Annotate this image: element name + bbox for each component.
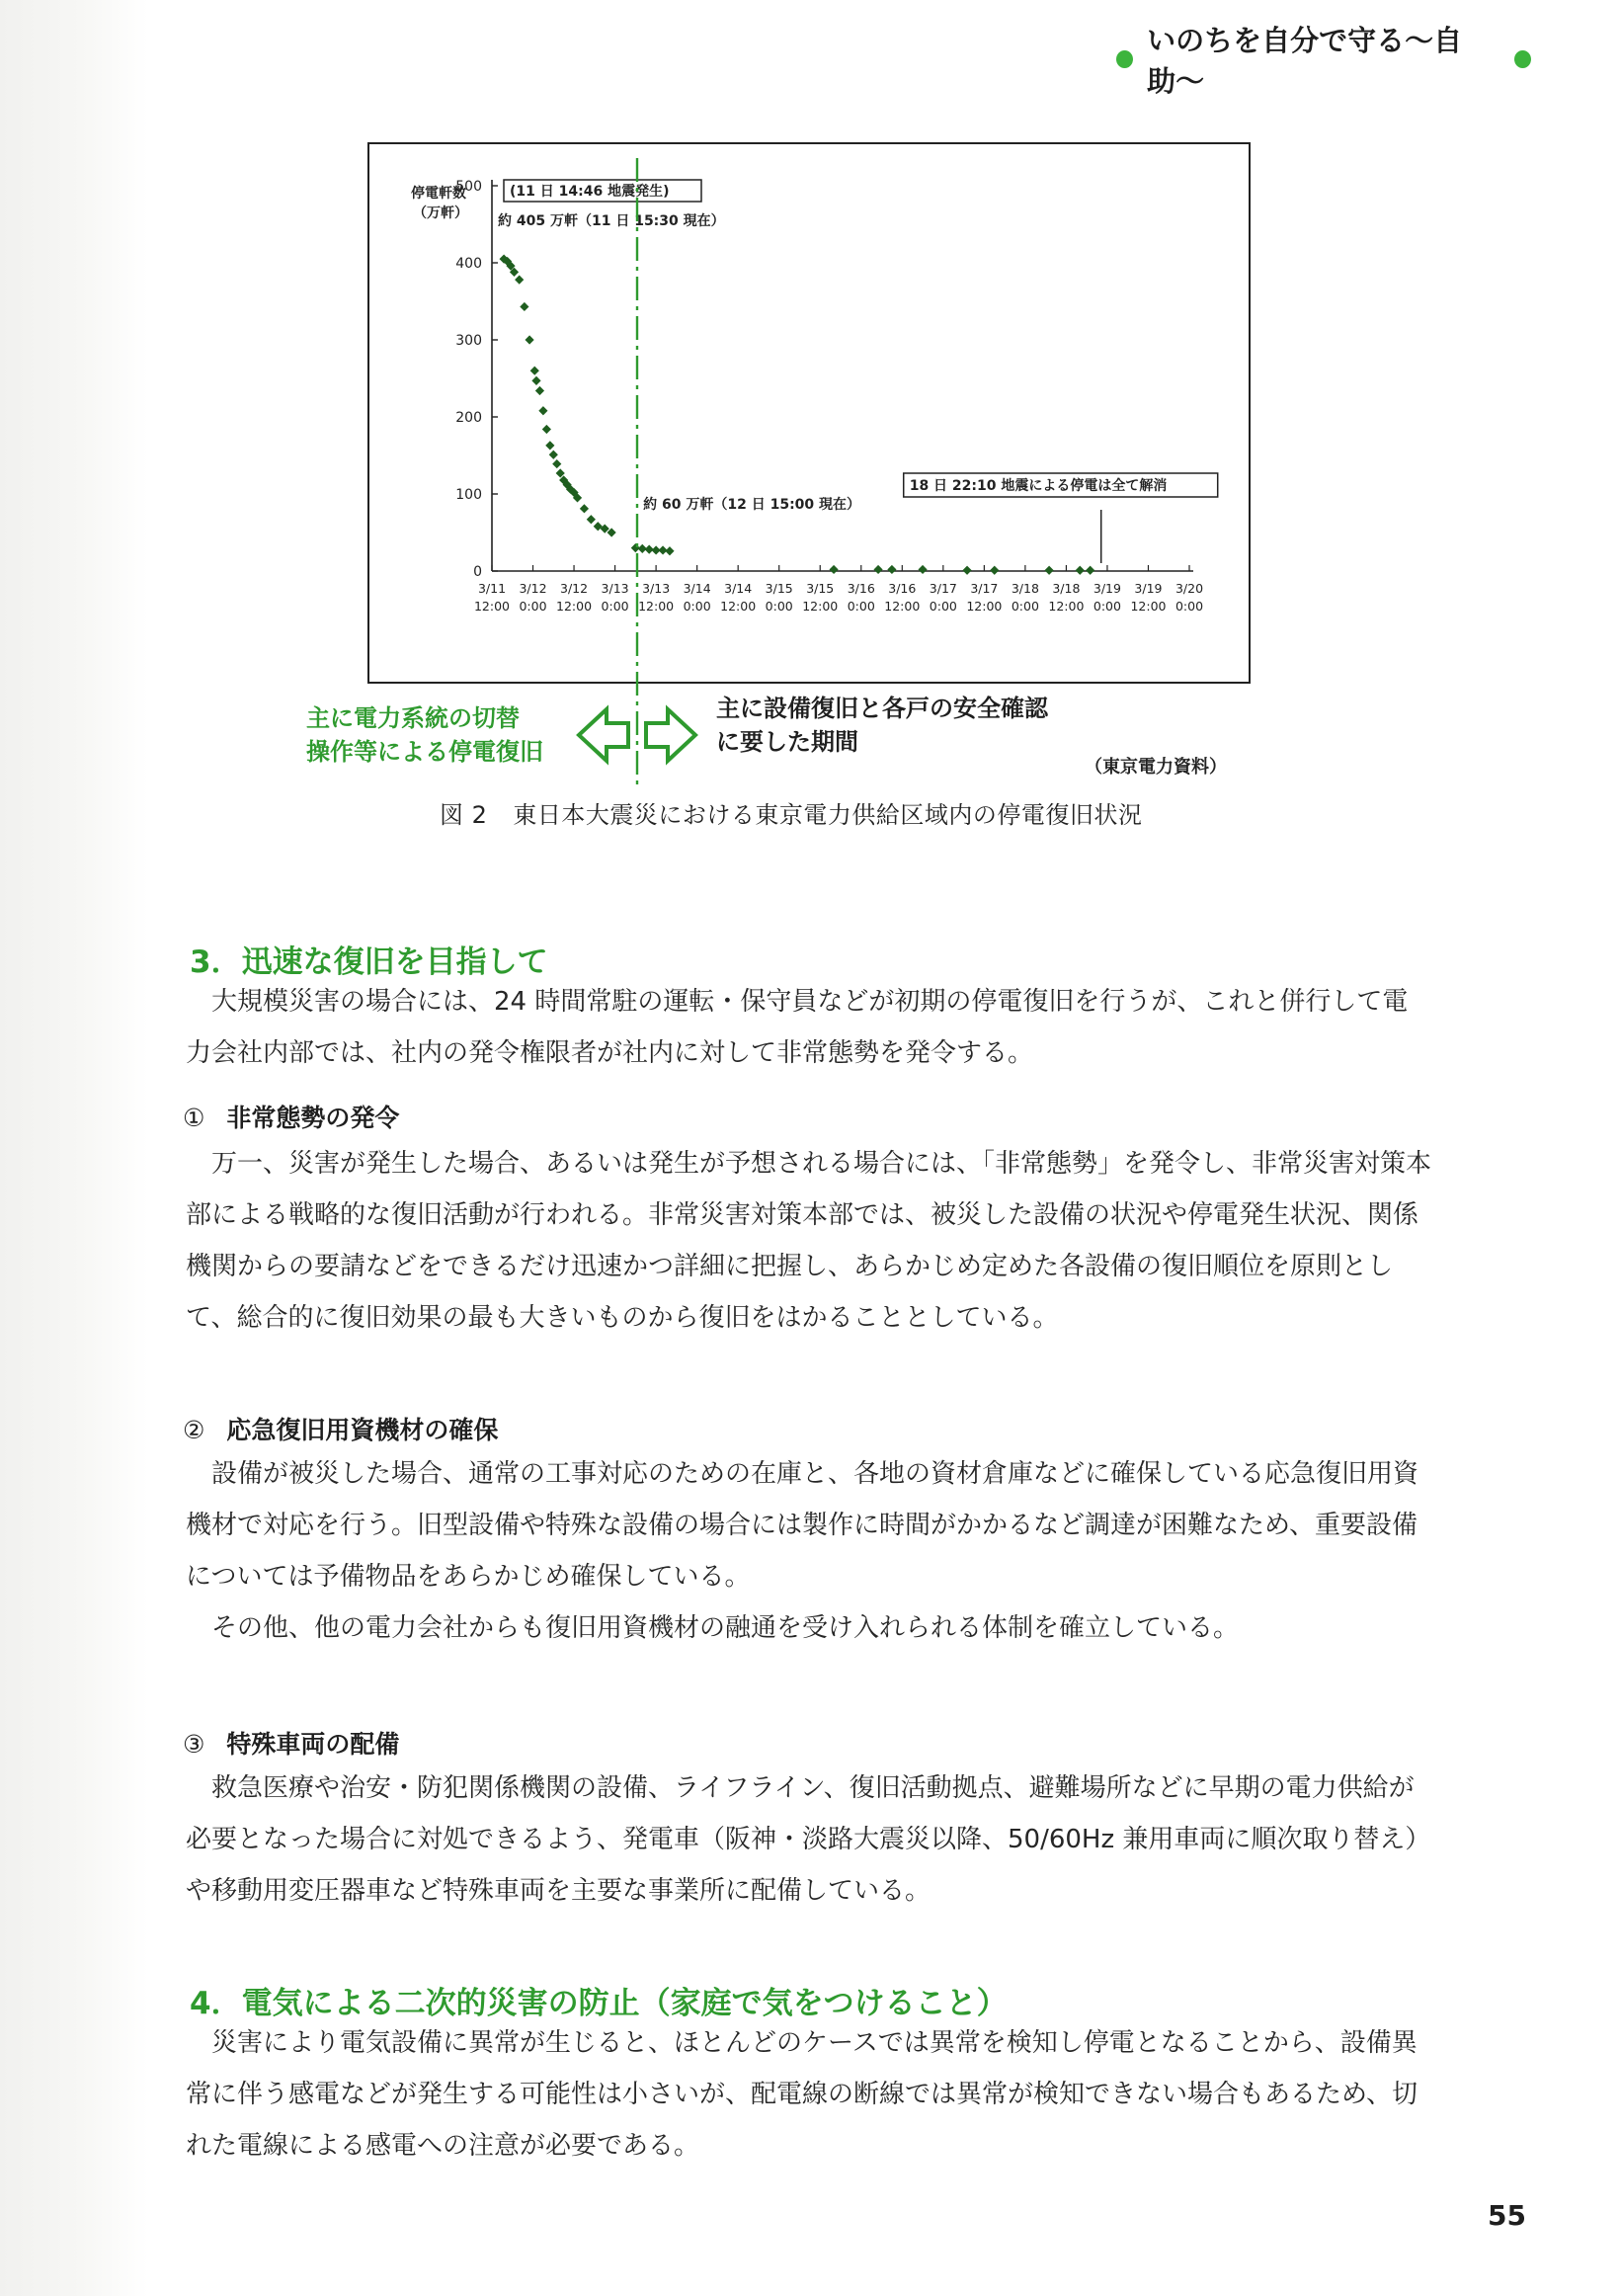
x-tick-label: 0:00 xyxy=(601,599,629,614)
divider-line xyxy=(632,158,642,790)
x-tick-label: 3/14 xyxy=(683,581,711,596)
section-title: 4．電気による二次的災害の防止（家庭で気をつけること） xyxy=(190,1986,1008,2021)
y-axis-label-line: （万軒） xyxy=(413,205,468,221)
subsection-heading xyxy=(183,1099,399,1134)
x-tick-label: 12:00 xyxy=(720,599,757,614)
x-tick-label: 3/12 xyxy=(519,581,547,596)
x-tick-label: 0:00 xyxy=(765,599,793,614)
data-point xyxy=(520,302,528,311)
figure-caption-text: 東日本大震災における東京電力供給区域内の停電復旧状況 xyxy=(513,801,1143,829)
data-point xyxy=(990,566,999,575)
phase-right-line: 主に設備復旧と各戸の安全確認 xyxy=(716,695,1048,722)
x-tick-label: 3/16 xyxy=(888,581,917,596)
data-point xyxy=(962,566,971,575)
x-tick-label: 3/18 xyxy=(1052,581,1081,596)
y-axis-label-line: 停電軒数 xyxy=(411,186,466,202)
y-tick-label: 300 xyxy=(455,333,482,349)
x-tick-label: 3/11 xyxy=(477,581,507,596)
arrow-left-icon xyxy=(579,709,628,761)
phase-right-line: に要した期間 xyxy=(716,728,858,756)
x-tick-label: 12:00 xyxy=(1130,599,1167,614)
x-tick-label: 3/12 xyxy=(560,581,589,596)
data-point xyxy=(549,451,558,459)
x-tick-label: 3/19 xyxy=(1134,581,1163,596)
subsection-marker: ② xyxy=(183,1416,205,1444)
data-point xyxy=(1045,566,1054,575)
data-point xyxy=(829,565,838,574)
paragraph: 救急医療や治安・防犯関係機関の設備、ライフライン、復旧活動拠点、避難場所などに早期の電力供給が必要となった場合に対処できるよう、発電車（阪神・淡路大震災以降、50/60Hz 兼用車両に順次取り替え）や移動用変圧器車など特殊車両を主要な事業所に配備している。 xyxy=(186,1773,1431,1906)
x-tick-label: 3/16 xyxy=(847,581,875,596)
x-tick-label: 12:00 xyxy=(556,599,593,614)
y-tick-label: 100 xyxy=(455,487,482,503)
x-tick-label: 12:00 xyxy=(473,599,511,614)
y-tick-label: 500 xyxy=(455,179,482,195)
phase-left-line: 主に電力系統の切替 xyxy=(306,704,520,732)
x-tick-label: 3/13 xyxy=(642,581,671,596)
x-tick-label: 0:00 xyxy=(683,599,711,614)
x-tick-label: 0:00 xyxy=(1011,599,1039,614)
x-tick-label: 3/13 xyxy=(601,581,629,596)
subsection-heading xyxy=(183,1411,498,1446)
x-tick-label: 3/15 xyxy=(765,581,793,596)
x-tick-label: 3/17 xyxy=(970,581,999,596)
y-tick-label: 200 xyxy=(455,410,482,426)
phase-arrows xyxy=(573,703,701,767)
subsection-title: 非常態勢の発令 xyxy=(226,1104,400,1132)
green-dot-icon xyxy=(1116,50,1133,68)
x-tick-label: 3/15 xyxy=(806,581,835,596)
data-point xyxy=(665,546,674,555)
phase-left-label xyxy=(306,701,543,769)
x-tick-label: 3/14 xyxy=(724,581,753,596)
x-tick-label: 3/17 xyxy=(929,581,957,596)
outage-chart xyxy=(369,144,1249,682)
start-count-label: 約 405 万軒（11 日 15:30 現在） xyxy=(498,213,725,229)
x-tick-label: 0:00 xyxy=(1093,599,1121,614)
data-point xyxy=(918,565,927,574)
mid-count-label: 約 60 万軒（12 日 15:00 現在） xyxy=(643,497,861,514)
data-point xyxy=(887,565,896,574)
figure-number: 図 2 xyxy=(440,801,488,829)
figure-caption xyxy=(440,795,1142,830)
subsection-title: 特殊車両の配備 xyxy=(226,1730,400,1759)
subsection-title: 応急復旧用資機材の確保 xyxy=(226,1416,499,1444)
page-number: 55 xyxy=(1488,2199,1526,2232)
x-tick-label: 3/18 xyxy=(1011,581,1039,596)
data-point xyxy=(531,376,540,385)
paragraph: その他、他の電力会社からも復旧用資機材の融通を受け入れられる体制を確立している。 xyxy=(211,1613,1240,1643)
y-tick-label: 400 xyxy=(455,256,482,272)
section-intro: 災害により電気設備に異常が生じると、ほとんどのケースでは異常を検知し停電となることから、設備異常に伴う感電などが発生する可能性は小さいが、配電線の断線では異常が検知できない場合もあるため、切れた電線による感電への注意が必要である。 xyxy=(186,2028,1418,2161)
phase-left-line: 操作等による停電復旧 xyxy=(306,738,543,766)
paragraph: 万一、災害が発生した場合、あるいは発生が予想される場合には、「非常態勢」を発令し、非常災害対策本部による戦略的な復旧活動が行われる。非常災害対策本部では、被災した設備の状況や停電発生状況、関係機関からの要請などをできるだけ迅速かつ詳細に把握し、あらかじめ定めた各設備の復旧順位を原則として、総合的に復旧効果の最も大きいものから復旧をはかることとしている。 xyxy=(186,1149,1432,1333)
section-intro: 大規模災害の場合には、24 時間常駐の運転・保守員などが初期の停電復旧を行うが、これと併行して電力会社内部では、社内の発令権限者が社内に対して非常態勢を発令する。 xyxy=(186,987,1409,1068)
x-tick-label: 0:00 xyxy=(519,599,547,614)
green-dot-icon xyxy=(1514,50,1531,68)
running-head xyxy=(1116,24,1531,98)
data-point xyxy=(542,425,551,434)
running-head-text: いのちを自分で守る〜自助〜 xyxy=(1147,24,1463,98)
data-point xyxy=(515,276,524,285)
x-tick-label: 12:00 xyxy=(1048,599,1085,614)
x-tick-label: 0:00 xyxy=(929,599,957,614)
data-point xyxy=(538,406,547,415)
data-point xyxy=(587,515,596,524)
restoration-annotation xyxy=(904,473,1218,497)
subsection-marker: ③ xyxy=(183,1730,205,1759)
x-tick-label: 0:00 xyxy=(847,599,875,614)
data-point xyxy=(580,504,589,513)
data-point xyxy=(535,386,544,395)
x-tick-label: 3/20 xyxy=(1174,581,1204,596)
x-tick-label: 3/19 xyxy=(1093,581,1121,596)
x-tick-label: 12:00 xyxy=(802,599,839,614)
x-tick-label: 0:00 xyxy=(1174,599,1204,614)
figure-source: （東京電力資料） xyxy=(1085,757,1227,778)
data-point xyxy=(530,367,539,375)
data-point xyxy=(545,441,554,450)
data-point xyxy=(873,565,882,574)
subsection-heading xyxy=(183,1725,399,1761)
data-point xyxy=(525,335,533,344)
paragraph: 設備が被災した場合、通常の工事対応のための在庫と、各地の資材倉庫などに確保している応急復旧用資機材で対応を行う。旧型設備や特殊な設備の場合には製作に時間がかかるなど調達が困難なため、重要設備については予備物品をあらかじめ確保している。 xyxy=(186,1459,1419,1592)
figure-frame xyxy=(367,142,1251,684)
x-tick-label: 12:00 xyxy=(966,599,1003,614)
restoration-annotation-text: 18 日 22:10 地震による停電は全て解消 xyxy=(909,478,1168,494)
phase-right-label xyxy=(716,692,1048,759)
section-title: 3．迅速な復旧を目指して xyxy=(190,944,548,980)
data-point xyxy=(1076,566,1085,575)
page-edge-shadow xyxy=(0,0,148,2296)
top-annotation xyxy=(504,180,701,202)
data-point xyxy=(1086,566,1094,575)
x-tick-label: 12:00 xyxy=(884,599,921,614)
arrow-right-icon xyxy=(646,709,695,761)
data-point xyxy=(552,459,561,468)
x-tick-label: 12:00 xyxy=(638,599,675,614)
plot-layer xyxy=(455,179,1203,614)
subsection-marker: ① xyxy=(183,1104,205,1132)
y-tick-label: 0 xyxy=(473,564,482,580)
earthquake-annotation: (11 日 14:46 地震発生) xyxy=(510,184,670,200)
